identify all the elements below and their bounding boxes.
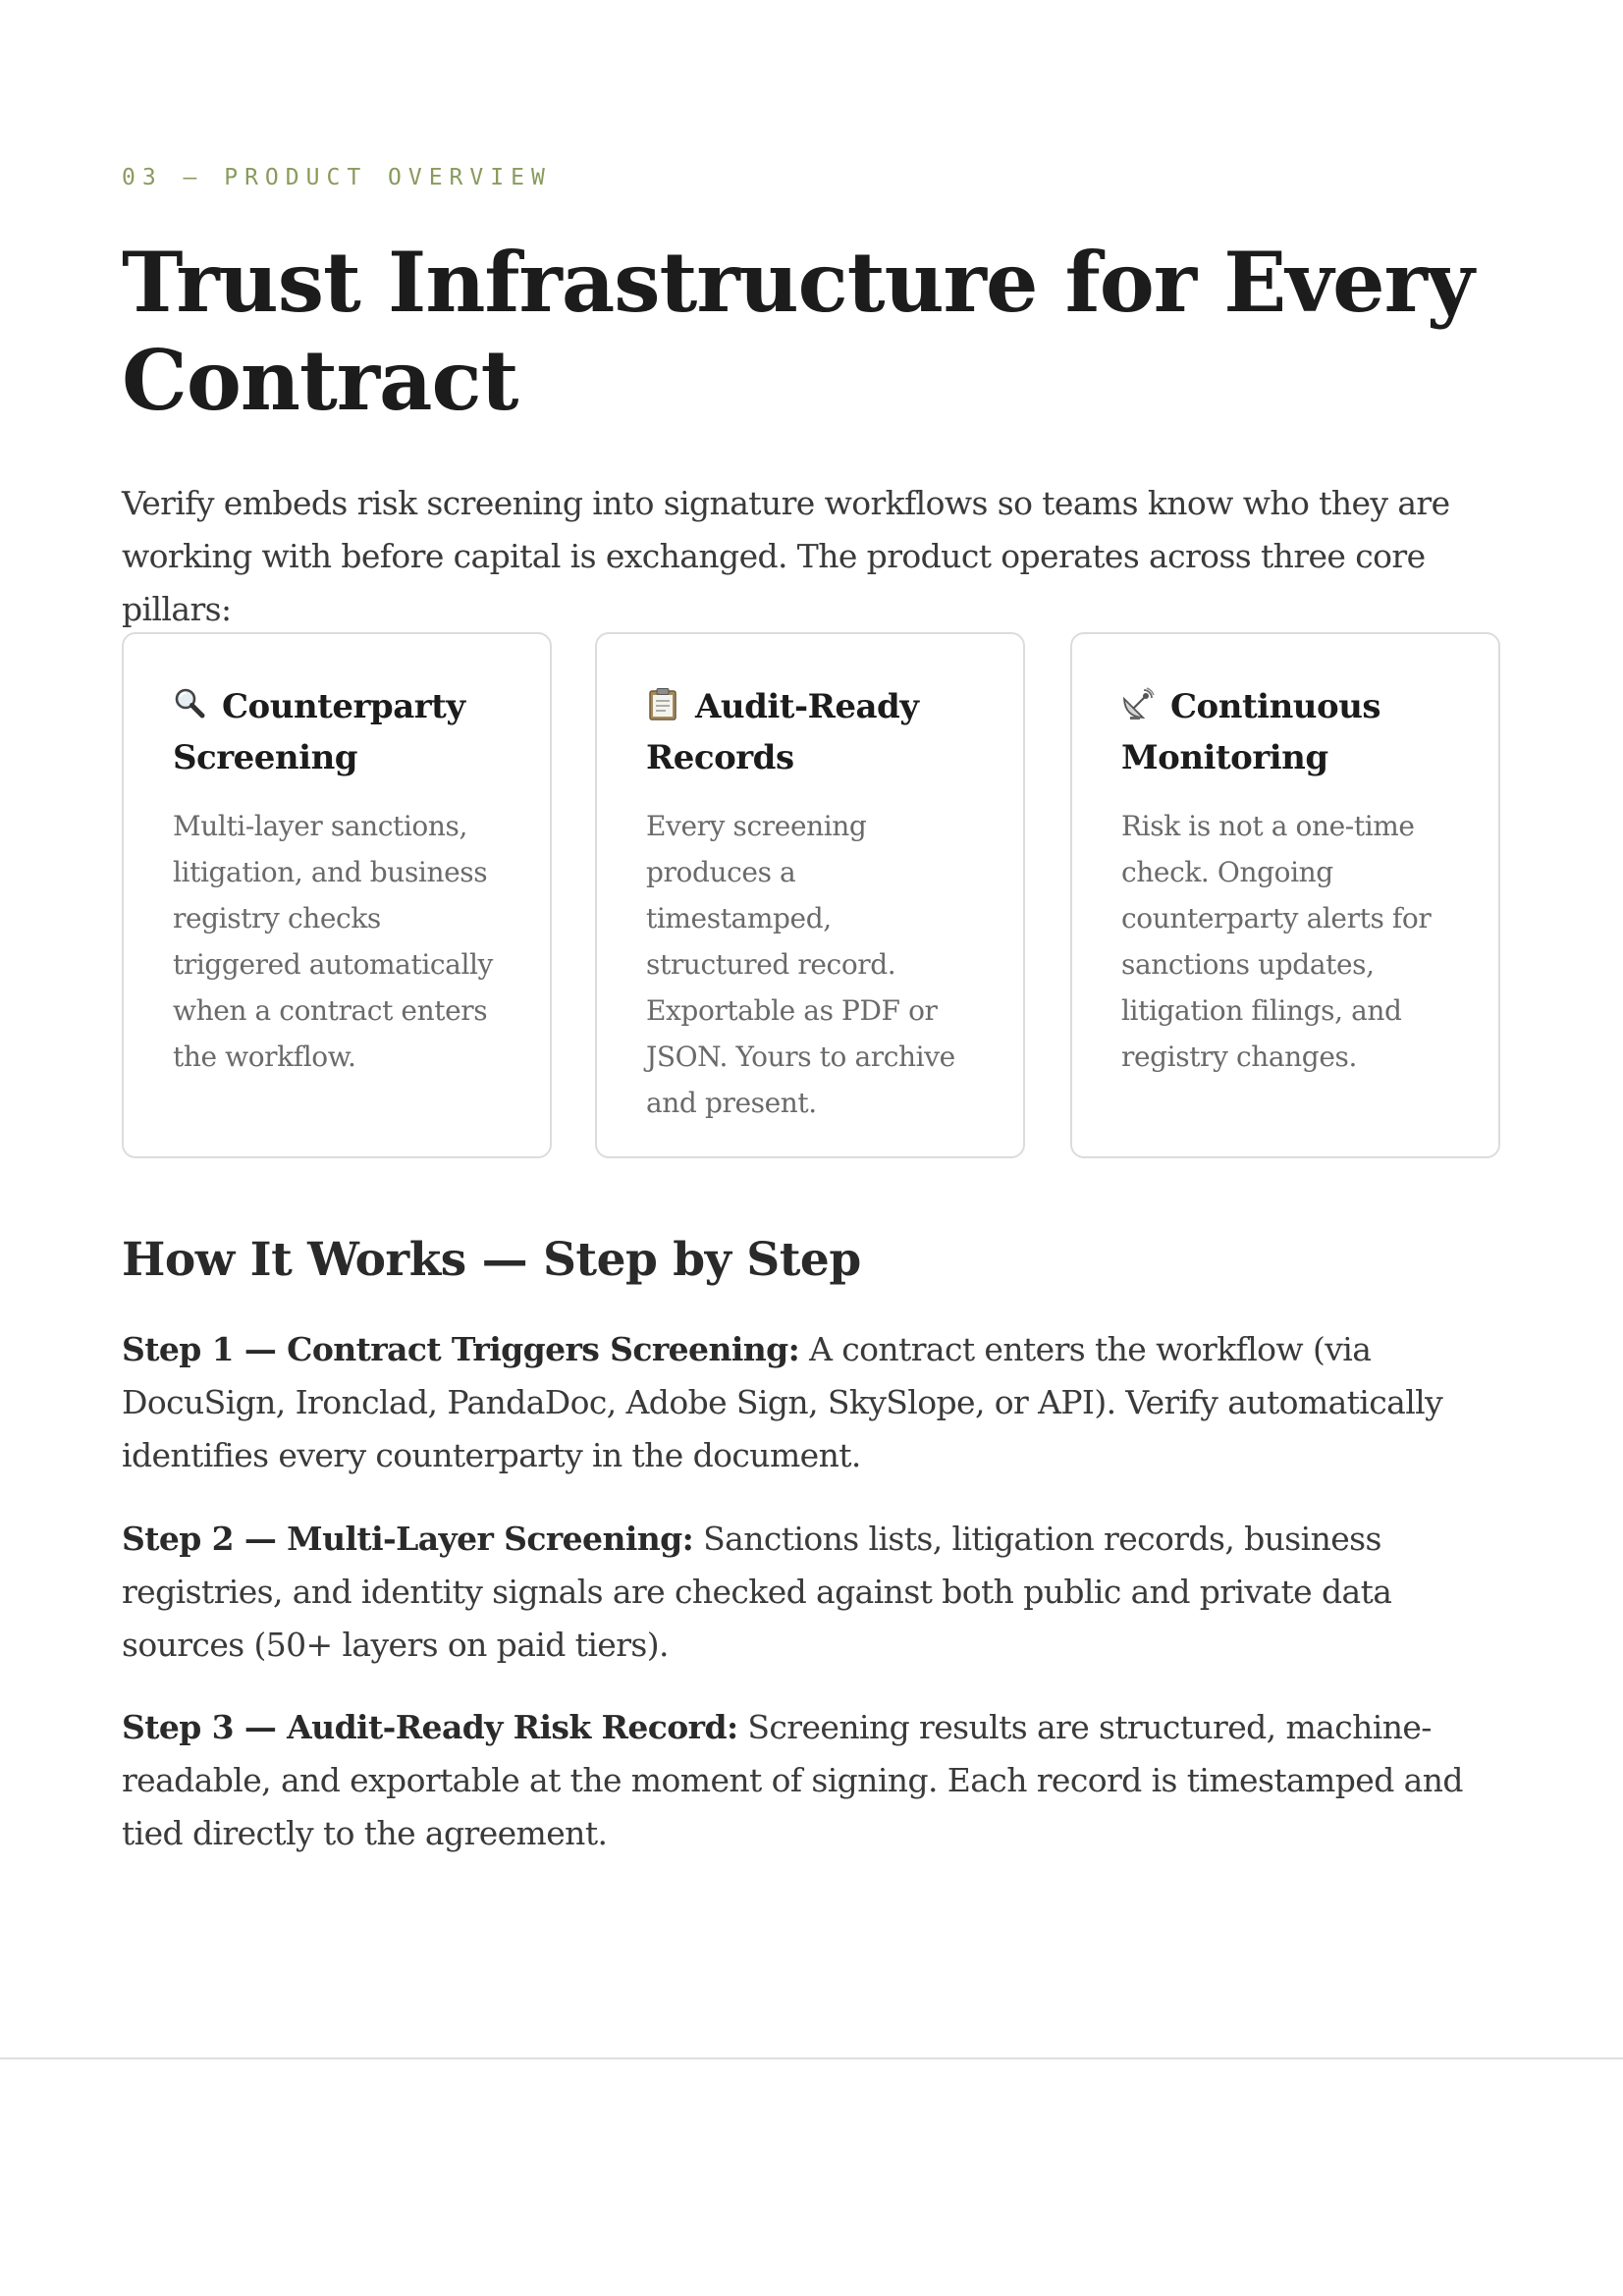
how-it-works-heading: How It Works — Step by Step xyxy=(122,1233,861,1287)
section-eyebrow: 03 — PRODUCT OVERVIEW xyxy=(122,165,552,190)
pillar-card-continuous-monitoring xyxy=(1070,632,1500,1158)
step-paragraph-1 xyxy=(122,1323,1516,1482)
pillar-cards xyxy=(122,632,1502,1162)
satellite-dish-icon xyxy=(1121,684,1155,718)
pillar-card-body: Multi-layer sanctions, litigation, and business registry checks triggered automatically when a contract enters the workflow. xyxy=(173,810,493,1073)
pillar-card-title-text: Counterparty Screening xyxy=(173,687,465,777)
step-text: Sanctions lists, litigation records, business registries, and identity signals are checked against both public and private data sources (50+ layers on paid tiers). xyxy=(122,1520,1392,1664)
step-text: A contract enters the workflow (via DocuSign, Ironclad, PandaDoc, Adobe Sign, SkySlope, or API). Verify automatically identifies every counterparty in the document. xyxy=(122,1330,1443,1474)
step-text: Screening results are structured, machine-readable, and exportable at the moment of signing. Each record is timestamped and tied directly to the agreement. xyxy=(122,1708,1463,1852)
step-label: Step 2 — Multi-Layer Screening: xyxy=(122,1520,694,1558)
clipboard-icon xyxy=(646,684,679,718)
pillar-card-title xyxy=(173,681,526,783)
pillar-card-title-text: Continuous Monitoring xyxy=(1121,687,1381,777)
magnifying-glass-icon xyxy=(173,684,206,718)
pillar-card-title xyxy=(646,681,1000,783)
intro-paragraph: Verify embeds risk screening into signature workflows so teams know who they are working with before capital is exchanged. The product operates across three core pillars: xyxy=(122,484,1450,628)
step-paragraph-2 xyxy=(122,1513,1516,1672)
pillar-card-body: Risk is not a one-time check. Ongoing counterparty alerts for sanctions updates, litigation filings, and registry changes. xyxy=(1121,810,1432,1073)
pillar-card-audit-ready-records xyxy=(595,632,1025,1158)
pillar-card-title-text: Audit-Ready Records xyxy=(646,687,919,777)
page-title: Trust Infrastructure for Every Contract xyxy=(122,234,1474,429)
step-paragraph-3 xyxy=(122,1701,1516,1860)
footer-divider xyxy=(0,2057,1623,2059)
step-label: Step 3 — Audit-Ready Risk Record: xyxy=(122,1708,738,1746)
pillar-card-body: Every screening produces a timestamped, structured record. Exportable as PDF or JSON. Yours to archive and present. xyxy=(646,810,955,1119)
pillar-card-title xyxy=(1121,681,1475,783)
pillar-card-counterparty-screening xyxy=(122,632,552,1158)
step-label: Step 1 — Contract Triggers Screening: xyxy=(122,1330,800,1368)
